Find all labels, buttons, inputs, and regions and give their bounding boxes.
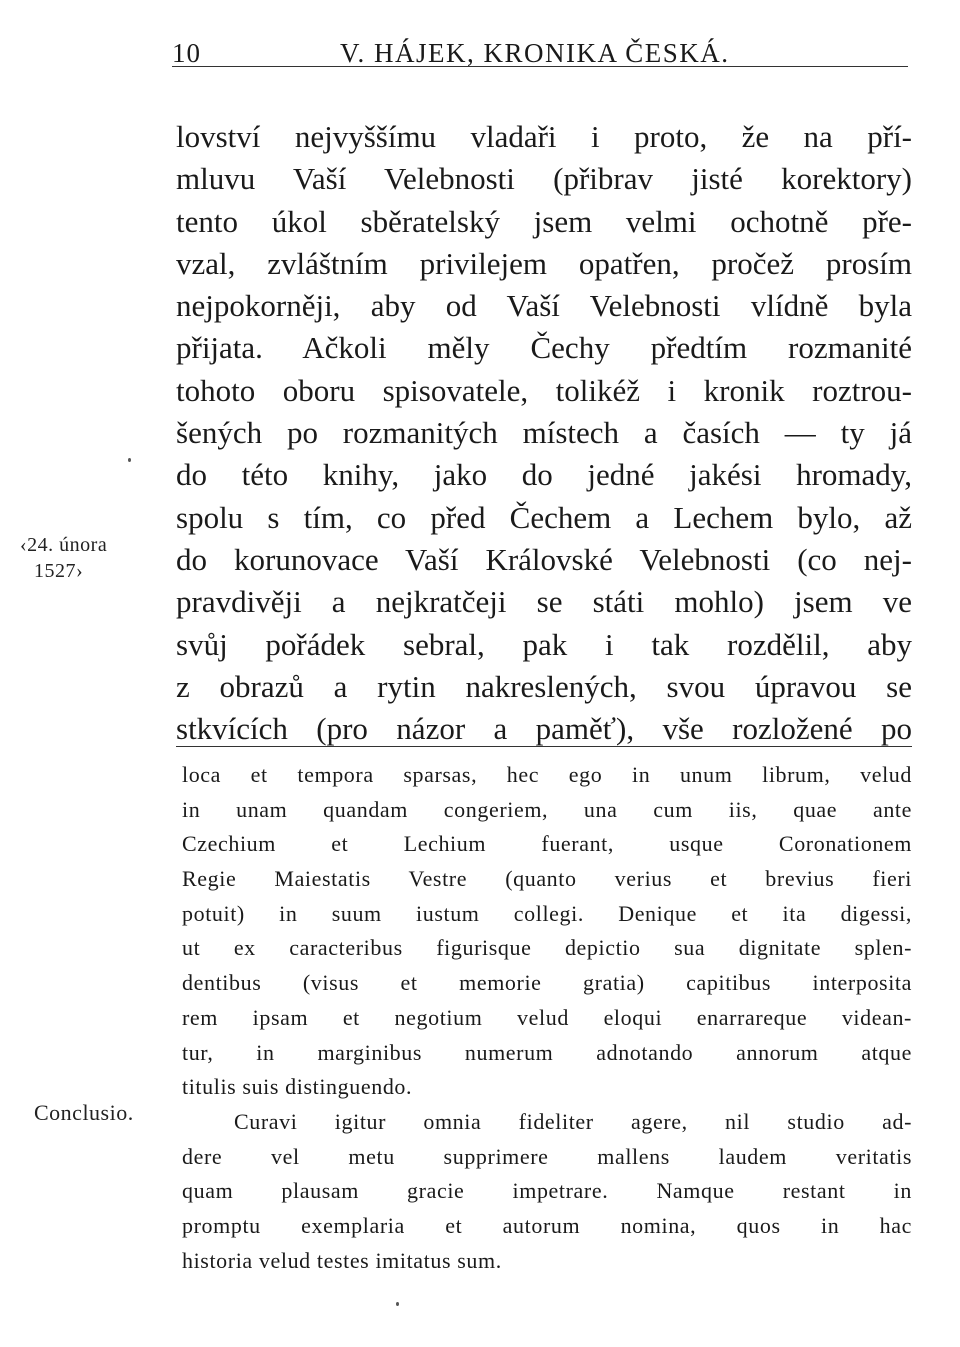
text-line: pravdivěji a nejkratčeji se státi mohlo) jsem ve [176,584,912,620]
text-line: vzal, zvláštním privilejem opatřen, pročež prosím [176,245,912,281]
margin-date-line2: 1527› [34,560,84,582]
text-line: do této knihy, jako do jedné jakési hromady, [176,457,912,493]
text-line: spolu s tím, co před Čechem a Lechem bylo, až [176,499,912,535]
note-line: potuit) in suum iustum collegi. Denique et ita digessi, [182,900,912,926]
text-line: přijata. Ačkoli měly Čechy předtím rozmanité [176,330,912,366]
text-line: svůj pořádek sebral, pak i tak rozdělil, aby [176,626,912,662]
note-line: tur, in marginibus numerum adnotando annorum atque [182,1039,912,1065]
print-speck [396,1302,399,1306]
page-header [0,38,740,78]
print-speck [128,458,131,462]
latin-apparatus-text [182,758,912,1278]
margin-conclusio-note: Conclusio. [34,1100,134,1125]
note-line: Curavi igitur omnia fideliter agere, nil studio ad- [234,1108,912,1134]
note-line: ut ex caracteribus figurisque depictio sua dignitate splen- [182,935,912,961]
text-line: tento úkol sběratelský jsem velmi ochotně pře- [176,203,912,239]
main-czech-text [176,116,912,750]
note-line: historia velud testes imitatus sum. [182,1247,502,1273]
note-line: rem ipsam et negotium velud eloqui enarrareque videan- [182,1004,912,1030]
note-line: dentibus (visus et memorie gratia) capitibus interposita [182,970,912,996]
margin-date-line1: ‹24. února [20,534,108,556]
text-line: mluvu Vaší Velebnosti (přibrav jisté korektory) [176,161,912,197]
note-line: dere vel metu supprimere mallens laudem veritatis [182,1143,912,1169]
footnote-rule [176,746,912,747]
text-line: do korunovace Vaší Královské Velebnosti (co nej- [176,541,912,577]
note-line: Regie Maiestatis Vestre (quanto verius et brevius fieri [182,866,912,892]
text-line: stkvících (pro názor a paměť), vše rozložené po [176,711,912,747]
text-line: lovství nejvyššímu vladaři i proto, že na pří- [176,119,912,154]
margin-date-note [20,532,107,584]
text-line: nejpokorněji, aby od Vaší Velebnosti vlídně byla [176,288,912,324]
text-line: šených po rozmanitých místech a časích — ty já [176,415,912,451]
note-line: titulis suis distinguendo. [182,1074,413,1100]
header-rule [172,66,908,67]
note-line: in unam quandam congeriem, una cum iis, quae ante [182,796,912,822]
note-line: Czechium et Lechium fuerant, usque Coronationem [182,831,912,857]
note-line: promptu exemplaria et autorum nomina, quos in hac [182,1212,912,1238]
text-line: tohoto oboru spisovatele, tolikéž i kronik roztrou- [176,372,912,408]
text-line: z obrazů a rytin nakreslených, svou úpravou se [176,668,912,704]
note-line: quam plausam gracie impetrare. Namque restant in [182,1178,912,1204]
note-line: loca et tempora sparsas, hec ego in unum librum, velud [182,762,912,787]
page-number: 10 [172,38,201,68]
running-title: V. HÁJEK, KRONIKA ČESKÁ. [340,38,730,68]
